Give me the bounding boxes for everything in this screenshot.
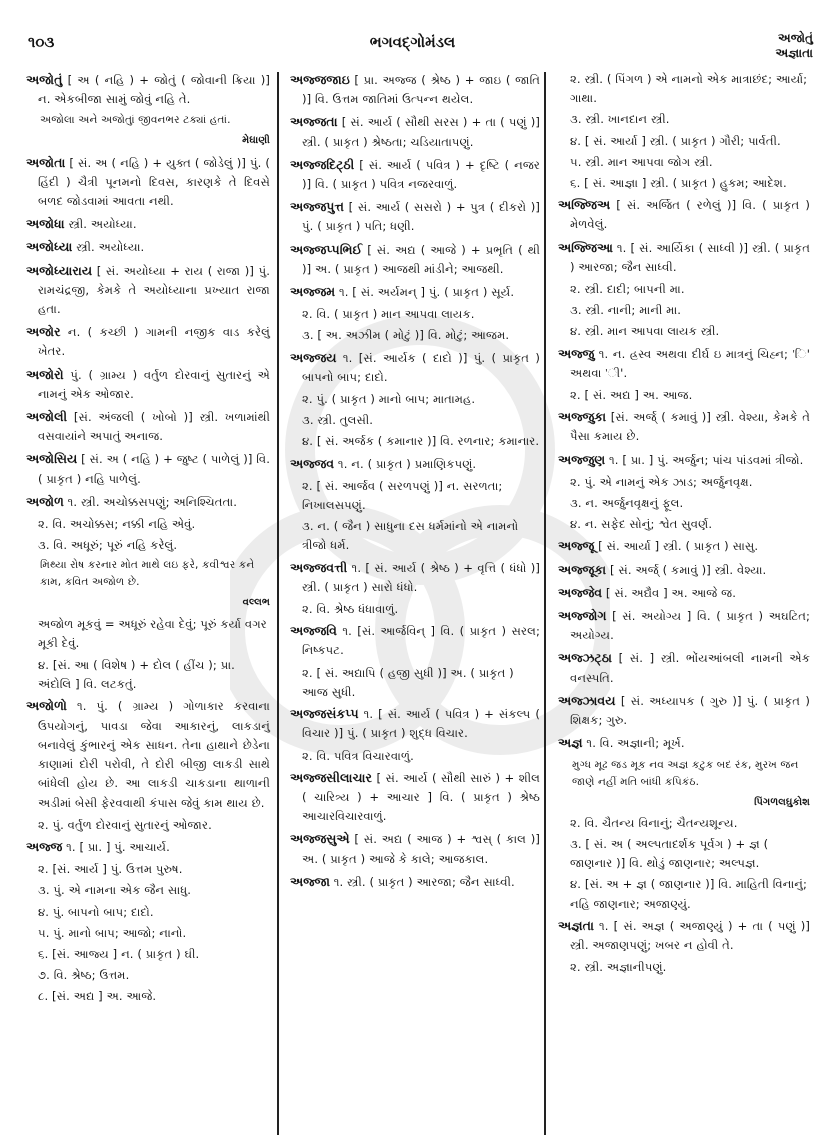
- dictionary-entry: [290, 704, 540, 743]
- definition: [ સં. આર્યા ] સ્ત્રી. ( પ્રાકૃત ) સાસુ.: [598, 539, 759, 554]
- dictionary-entry: [26, 70, 270, 109]
- definition: ૧. વિ. અજ્ઞાની; મૂર્ખ.: [586, 736, 685, 751]
- definition: [ સં. ] સ્ત્રી. ભોંયઆંબલી નામની એક વનસ્પતિ.: [570, 651, 810, 685]
- headword: અજ્જુણ: [558, 451, 606, 467]
- definition: [સં. અર્જ્ ( કમાવું )] સ્ત્રી. વેશ્યા, કેમકે તે પૈસા કમાય છે.: [570, 410, 810, 444]
- dictionary-entry: [26, 153, 270, 212]
- definition: ૧. ન. ( પ્રાકૃત ) પ્રમાણિકપણું.: [337, 456, 477, 471]
- definition: ૧. પું. ( ગ્રામ્ય ) ગોળાકાર કરવાના ઉપયોગનું, પાવડા જેવા આકારનું, લાકડાનું બનાવેલું કુંભારનું એક સાધન. તેના હાથાને છેડેના કાણામાં દોરી પરોવી, તે દોરી બીજી લાકડી સાથે બાંધેલી હોય છે. આ લાકડી ચાકડાના થાળાની અડીમાં બેસી ફેરવવાથી કંપાસ જેવું કામ થાય છે.: [38, 699, 270, 810]
- dictionary-entry: [290, 240, 540, 279]
- dictionary-entry: [290, 112, 540, 151]
- sense: ૪. [ સં. અર્જક ( કમાનાર )] વિ. રળનાર; કમાનાર.: [302, 434, 540, 449]
- guide-words: [776, 31, 813, 61]
- quotation-source: પિંગળલઘુકોશ: [754, 796, 810, 808]
- definition: ૧. [ સં. આર્ય ( શ્રેષ્ઠ ) + વૃત્તિ ( ધંધો )] સ્ત્રી. ( પ્રાકૃત ) સારો ધંધો.: [302, 560, 541, 594]
- headword: અજ્જિઅ: [558, 197, 611, 213]
- headword: અજ્જવિ: [290, 623, 337, 639]
- definition: [ સં. આર્ય ( પવિત્ર ) + દૃષ્ટિ ( નજર )] વિ. ( પ્રાકૃત ) પવિત્ર નજરવાળું.: [302, 157, 540, 192]
- sense: ૪. ન. સફેદ સોનું; શ્વેત સુવર્ણ.: [570, 517, 713, 532]
- definition: [ સં. અ ( નહિ ) + જુષ્ટ ( પાળેલું )] વિ. ( પ્રાકૃત ) નહિ પાળેલું.: [38, 452, 270, 486]
- dictionary-entry: [558, 916, 810, 955]
- definition: ૧. ન. હ્રસ્વ અથવા દીર્ઘ ઇ માત્રનું ચિહ્ન; 'િ' અથવા 'ી'.: [570, 346, 810, 380]
- definition: ૧. [ સં. અર્યમન્ ] પું. ( પ્રાકૃત ) સૂર્ય.: [338, 285, 515, 300]
- definition: પું. ( ગ્રામ્ય ) વર્તુળ દોરવાનું સુતારનું એ નામનું એક ઓજાર.: [38, 367, 270, 401]
- sense: ૪. [સં. અ + જ્ઞ ( જાણનાર )] વિ. માહિતી વિનાનું; નહિ જાણનાર; અજાણ્યું.: [570, 877, 808, 911]
- dictionary-entry: [558, 450, 810, 470]
- dictionary-entry: [290, 155, 540, 194]
- headword: અજ્જવત્તી: [290, 559, 348, 575]
- sense: ૪. પું. બાપનો બાપ; દાદો.: [38, 904, 154, 919]
- headword: અજ્જસુએ: [290, 831, 350, 847]
- column-divider: [544, 72, 546, 1135]
- dictionary-entry: [26, 237, 270, 257]
- dictionary-entry: [26, 214, 270, 234]
- sense: ૨. પું. ( પ્રાકૃત ) માનો બાપ; માતામહ.: [302, 392, 476, 407]
- headword: અજ્ઞ: [558, 735, 583, 751]
- sense: ૨. વિ. અચોક્કસ; નક્કી નહિ એવું.: [38, 517, 196, 532]
- sense: ૨. વિ. શ્રેષ્ઠ ધંધાવાળું.: [302, 602, 399, 617]
- sense: ૩. ન. ( જૈન ) સાધુના દસ ધર્મમાંનો એ નામનો ત્રીજો ધર્મ.: [302, 519, 519, 553]
- headword: અજ્જુ: [558, 345, 595, 361]
- definition: [ સં. અયોગ્ય ] વિ. ( પ્રાકૃત ) અઘટિત; અયોગ્ય.: [570, 609, 811, 643]
- sense: ૨. વિ. ( પ્રાકૃત ) માન આપવા લાયક.: [302, 307, 475, 322]
- definition: ૧. સ્ત્રી. અચોક્કસપણું; અનિશ્ચિતતા.: [67, 494, 237, 509]
- dictionary-column-1: [26, 70, 270, 1009]
- sense: ૩. સ્ત્રી. નાની; માની મા.: [570, 303, 682, 318]
- headword: અજ્જ: [26, 838, 63, 854]
- sense: ૨. વિ. પવિત્ર વિચારવાળું.: [302, 748, 414, 763]
- sense: ૨. પું. એ નામનું એક ઝાડ; અર્જુનવૃક્ષ.: [570, 474, 753, 489]
- definition: [ સં. આર્ય ( સૌથી સરસ ) + તા ( પણું )] સ્ત્રી. ( પ્રાકૃત ) શ્રેષ્ઠતા; ચડિયાતાપણું.: [302, 115, 540, 149]
- page-header: [0, 0, 825, 64]
- sub-entry: અજોળ મૂકવું = અધૂરું રહેવા દેવું; પૂરું કર્યા વગર મૂકી દેવું.: [38, 616, 267, 650]
- headword: અજોધ્યા: [26, 239, 73, 255]
- headword: અજોરો: [26, 366, 64, 382]
- dictionary-entry: [558, 195, 810, 234]
- headword: અજોતું: [26, 72, 63, 87]
- definition: સ્ત્રી. અયોધ્યા.: [76, 240, 145, 255]
- headword: અજ્જમ: [290, 284, 336, 300]
- definition: [સં. અંજલી ( ખોબો )] સ્ત્રી. ખળામાંથી વસવાયાંને અપાતું અનાજ.: [38, 410, 270, 444]
- headword: અજ્જૂકા: [558, 561, 607, 577]
- sense: ૨. વિ. ચૈતન્ય વિનાનું; ચૈતન્યશૂન્ય.: [570, 815, 738, 830]
- headword: અજ્જતા: [290, 114, 338, 130]
- guide-word-first: અજોતું: [778, 31, 813, 45]
- headword: અજ્જસંકપ્પ: [290, 706, 359, 722]
- headword: અજોતા: [26, 154, 66, 170]
- dictionary-entry: [558, 344, 810, 383]
- definition: ૧. સ્ત્રી. ( પ્રાકૃત ) આરજા; જૈન સાધ્વી.: [333, 874, 515, 889]
- headword: અજ્જુકા: [558, 409, 607, 425]
- sense: ૮. [સં. અદ્ય ] અ. આજે.: [38, 989, 157, 1004]
- dictionary-entry: [290, 621, 540, 660]
- headword: અજ્જય: [290, 349, 337, 365]
- sense: ૩. સ્ત્રી. તુલસી.: [302, 413, 374, 428]
- dictionary-entry: [558, 606, 810, 645]
- sense: ૨. સ્ત્રી. અજ્ઞાનીપણું.: [570, 960, 667, 975]
- dictionary-entry: [558, 648, 810, 687]
- dictionary-entry: [26, 696, 270, 812]
- sense: ૨. [ સં. અદ્યાપિ ( હજી સુધી )] અ. ( પ્રાકૃત ) આજ સુધી.: [302, 665, 514, 699]
- definition: ૧. [ સં. આર્યિકા ( સાધ્વી )] સ્ત્રી. ( પ્રાકૃત ) આરજા; જૈન સાધ્વી.: [570, 240, 810, 274]
- dictionary-entry: [290, 282, 540, 302]
- sense: ૪. [ સં. આર્યા ] સ્ત્રી. ( પ્રાકૃત ) ગૌરી; પાર્વતી.: [570, 133, 781, 148]
- headword: અજ્ઝટ્ઠા: [558, 650, 613, 666]
- sense: ૩. સ્ત્રી. ખાનદાન સ્ત્રી.: [570, 112, 670, 127]
- headword: અજ્જોગ: [558, 608, 607, 624]
- sense: ૩. વિ. અધૂરું; પૂરું નહિ કરેલું.: [38, 538, 178, 553]
- headword: અજોળો: [26, 698, 67, 714]
- definition: ૧. [ સં. અજ્ઞ ( અજાણ્યું ) + તા ( પણું )] સ્ત્રી. અજાણપણું; ખબર ન હોવી તે.: [570, 918, 810, 952]
- dictionary-entry: [558, 583, 810, 603]
- headword: અજ્જિઆ: [558, 239, 613, 255]
- headword: અજોલી: [26, 409, 68, 425]
- dictionary-entry: [290, 558, 540, 597]
- sense: ૩. [ અ. અઝીમ ( મોટું )] વિ. મોટું; આજમ.: [302, 328, 510, 343]
- sense: ૨. [સં. આર્ય ] પું. ઉત્તમ પુરુષ.: [38, 862, 183, 877]
- headword: અજોસિય: [26, 451, 78, 467]
- sense: ૨. પું. વર્તુળ દોરવાનું સુતારનું ઓજાર.: [38, 817, 212, 832]
- sense: ૨. સ્ત્રી. ( પિંગળ ) એ નામનો એક માત્રાછંદ; આર્યા; ગાથા.: [570, 72, 808, 106]
- dictionary-entry: [290, 872, 540, 892]
- page-number: ૧૦૩: [28, 33, 55, 51]
- definition: ૧. [સં. આર્જવિન્ ] વિ. ( પ્રાકૃત ) સરલ; નિષ્કપટ.: [302, 624, 540, 658]
- dictionary-entry: [558, 691, 810, 730]
- headword: અજ્જદિટ્ઠી: [290, 156, 355, 172]
- headword: અજ્જવ: [290, 455, 335, 471]
- definition: [ અ ( નહિ ) + જોતું ( જોવાની ક્રિયા )] ન. એકબીજા સામું જોવું નહિ તે.: [38, 73, 270, 107]
- definition: [ પ્રા. અજ્જ ( શ્રેષ્ઠ ) + જાઇ ( જાતિ )] વિ. ઉત્તમ જાતિમાં ઉત્પન્ન થયેલ.: [302, 73, 540, 107]
- quotation: મુગ્ધ મૂઢ જડ મૂક નવ અજ્ઞ કટુક બદ રંક, મુરખ જન જાણે નહીં મતિ બાંધી કપિકંઠ.: [572, 758, 799, 788]
- headword: અજ્જપુત્ત: [290, 199, 345, 215]
- dictionary-entry: [290, 348, 540, 387]
- sense: ૬. [ સં. આજ્ઞા ] સ્ત્રી. ( પ્રાકૃત ) હુકમ; આદેશ.: [570, 176, 787, 191]
- headword: અજ્ઝાવય: [558, 692, 616, 708]
- sense: ૫. સ્ત્રી. માન આપવા જોગ સ્ત્રી.: [570, 154, 713, 169]
- headword: અજોળ: [26, 493, 64, 509]
- dictionary-entry: [558, 536, 810, 556]
- sense: ૨. સ્ત્રી. દાદી; બાપની મા.: [570, 282, 685, 297]
- dictionary-entry: [290, 829, 540, 868]
- quotation-source: મેઘાણી: [242, 135, 270, 147]
- dictionary-entry: [290, 768, 540, 827]
- definition: ૧. [સં. આર્યક ( દાદો )] પું. ( પ્રાકૃત ) બાપનો બાપ; દાદો.: [302, 350, 540, 384]
- dictionary-entry: [26, 407, 270, 446]
- definition: ૧. [ પ્રા. ] પું. અર્જુન; પાંચ પાંડવમાં ત્રીજો.: [609, 452, 804, 467]
- headword: અજ્જજાઇ: [290, 72, 350, 87]
- sense: ૫. પું. માનો બાપ; આજો; નાનો.: [38, 925, 187, 940]
- definition: ન. ( કચ્છી ) ગામની નજીક વાડ કરેલું ખેતર.: [38, 325, 270, 359]
- dictionary-entry: [26, 837, 270, 857]
- headword: અજ્જૂ: [558, 538, 595, 554]
- sense: ૨. [ સં. અદ્ય ] અ. આજ.: [570, 388, 693, 403]
- definition: [ સં. અ ( નહિ ) + યુક્ત ( જોડેલું )] પું. ( હિંદી ) ચૈત્રી પૂનમનો દિવસ, કારણકે તે દિવસે બળદ જોડવામાં આવતા નથી.: [38, 155, 270, 209]
- column-divider: [277, 72, 279, 1135]
- sense: ૩. ન. અર્જુનવૃક્ષનું ફૂલ.: [570, 496, 684, 511]
- definition: [ સં. અધ્યાપક ( ગુરુ )] પું. ( પ્રાકૃત ) શિક્ષક; ગુરુ.: [570, 693, 810, 728]
- definition: [ સં. આર્ય ( સસરો ) + પુત્ર ( દીકરો )] પું. ( પ્રાકૃત ) પતિ; ધણી.: [302, 200, 540, 234]
- dictionary-entry: [290, 454, 540, 474]
- quotation: અજોલા અને અજોતુાં જીવનભર ટક્યાં હતાં.: [40, 114, 231, 127]
- dictionary-entry: [26, 449, 270, 488]
- sense: ૬. [સં. આજ્ય ] ન. ( પ્રાકૃત ) ઘી.: [38, 946, 200, 961]
- definition: ૧. [ પ્રા. ] પું. આચાર્ય.: [66, 839, 170, 854]
- dictionary-column-2: [290, 70, 540, 895]
- dictionary-entry: [558, 560, 810, 580]
- dictionary-entry: [558, 238, 810, 277]
- definition: [ સં. અર્જ્ ( કમાવું )] સ્ત્રી. વેશ્યા.: [609, 562, 767, 577]
- guide-word-last: અજ્ઞાતા: [775, 46, 813, 60]
- dictionary-entry: [290, 70, 540, 109]
- sense: ૪. [સં. આ ( વિશેષ ) + દોલ ( હીંચ ); પ્રા. અંદોલિ ] વિ. લટકતું.: [38, 658, 235, 692]
- dictionary-entry: [558, 733, 810, 753]
- sense: ૭. વિ. શ્રેષ્ઠ; ઉત્તમ.: [38, 968, 130, 983]
- definition: સ્ત્રી. અયોધ્યા.: [68, 217, 137, 232]
- definition: [ સં. અદ્ય ( આજે ) + પ્રભૃતિ ( થી )] અ. ( પ્રાકૃત ) આજથી માંડીને; આજથી.: [302, 242, 540, 276]
- book-title: ભગવદ્ગોમંડલ: [369, 33, 456, 51]
- dictionary-column-3: [558, 70, 810, 979]
- definition: [ સં. અયોધ્યા + રાય ( રાજા )] પું. રામચંદ્રજી, કેમકે તે અયોધ્યાના પ્રખ્યાત રાજા હતા.: [38, 263, 270, 317]
- sense: ૨. [ સં. આર્જવ ( સરળપણું )] ન. સરળતા; નિખાલસપણું.: [302, 478, 503, 513]
- headword: અજ્ઞતા: [558, 917, 594, 933]
- headword: અજ્જેવ: [558, 584, 603, 600]
- definition: [ સં. અર્જિત ( રળેલું )] વિ. ( પ્રાકૃત ) મેળવેલું.: [570, 198, 810, 232]
- quotation: મિથ્યા રોષ કરનાર મોત માથે લઇ ફરે, કવીશ્વર કને કામ, કવિત અજોળ છે.: [40, 559, 255, 589]
- headword: અજ્જસીલાચાર: [290, 769, 373, 785]
- headword: અજ્જા: [290, 873, 330, 889]
- definition: ૧. [ સં. આર્ય ( પવિત્ર ) + સંકલ્પ ( વિચાર )] પું. ( પ્રાકૃત ) શુદ્ધ વિચાર.: [302, 707, 540, 741]
- dictionary-entry: [290, 197, 540, 236]
- dictionary-entry: [26, 261, 270, 320]
- dictionary-entry: [26, 365, 270, 404]
- headword: અજોધા: [26, 216, 65, 232]
- dictionary-entry: [26, 322, 270, 361]
- headword: અજોર: [26, 324, 61, 340]
- dictionary-entry: [558, 407, 810, 446]
- sense: ૩. પું. એ નામના એક જૈન સાધુ.: [38, 883, 192, 898]
- definition: [ સં. આર્ય ( સૌથી સારું ) + શીલ ( ચારિત્ર્ય ) + આચાર ] વિ. ( પ્રાકૃત ) શ્રેષ્ઠ આચારવિચારવાળું.: [302, 770, 540, 824]
- dictionary-entry: [26, 492, 270, 512]
- definition: [ સં. અદ્યૈવ ] અ. આજે જ.: [605, 585, 737, 600]
- sense: ૩. [ સં. અ ( અલ્પતાદર્શક પૂર્વગ ) + જ્ઞ ( જાણનાર )] વિ. થોડું જાણનાર; અલ્પજ્ઞ.: [570, 836, 769, 871]
- headword: અજોધ્યારાય: [26, 262, 93, 278]
- definition: [ સં. અદ્ય ( આજ ) + શ્વસ્ ( કાલ )] અ. ( પ્રાકૃત ) આજે કે કાલે; આજકાલ.: [302, 832, 540, 866]
- sense: ૪. સ્ત્રી. માન આપવા લાયક સ્ત્રી.: [570, 324, 720, 339]
- quotation-source: વલ્લભ: [242, 597, 270, 609]
- headword: અજ્જપ્પભિઈ: [290, 241, 363, 257]
